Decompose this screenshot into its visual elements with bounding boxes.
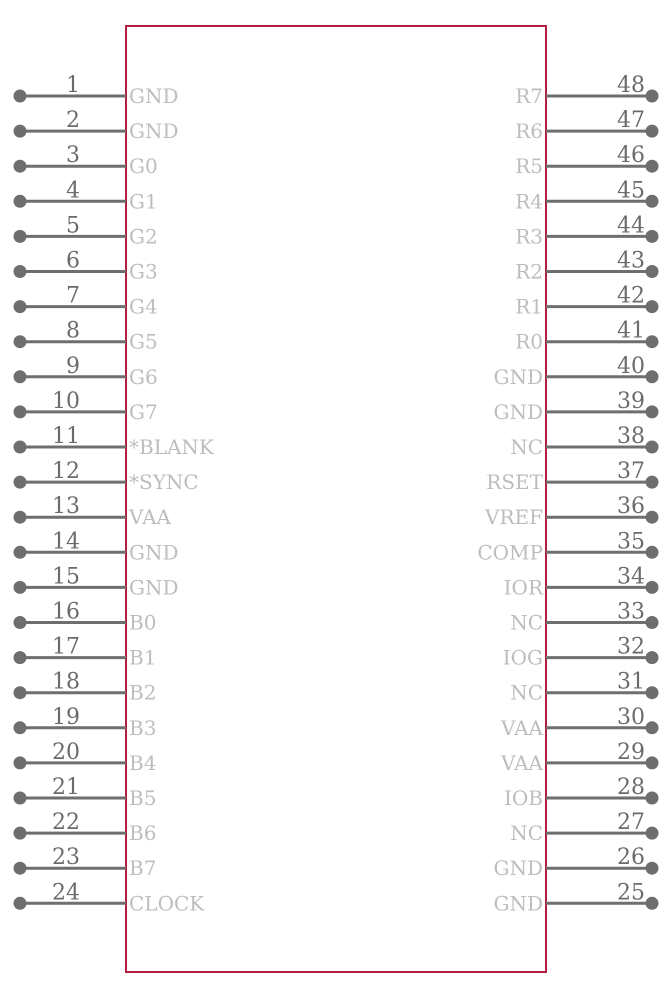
pin-name: G7 [129, 399, 158, 424]
pin-number: 13 [52, 494, 80, 520]
pin-number: 33 [617, 599, 645, 625]
pin-end-dot [14, 686, 27, 699]
right-pin [500, 740, 658, 775]
left-pin [14, 249, 158, 284]
left-pin [14, 600, 157, 635]
pin-number: 21 [52, 775, 80, 800]
left-pin [14, 108, 179, 143]
pin-number: 23 [52, 845, 80, 871]
left-pin [14, 424, 215, 459]
right-pin [515, 178, 658, 213]
right-pin [515, 249, 658, 284]
pin-end-dot [646, 511, 659, 524]
pin-name: VAA [501, 715, 543, 740]
pin-number: 1 [66, 73, 80, 98]
pin-name: R2 [515, 259, 543, 284]
left-pin [14, 319, 158, 354]
pin-name: IOB [504, 786, 543, 810]
left-pin [14, 635, 157, 670]
pin-number: 37 [617, 459, 645, 485]
pin-name: R3 [515, 224, 543, 249]
left-pin [14, 880, 206, 915]
right-pin [477, 529, 658, 564]
right-pin [510, 600, 658, 635]
pin-end-dot [646, 686, 659, 699]
pin-end-dot [14, 792, 27, 805]
pin-end-dot [646, 195, 659, 208]
pin-name: GND [493, 891, 543, 916]
right-pin [504, 564, 659, 599]
pin-number: 14 [52, 529, 80, 555]
pin-name: GND [493, 364, 543, 389]
pin-number: 40 [617, 353, 645, 379]
pin-number: 32 [617, 634, 645, 660]
pin-end-dot [646, 616, 659, 629]
pin-end-dot [14, 897, 27, 910]
pin-number: 19 [52, 704, 80, 730]
pin-number: 36 [617, 494, 645, 520]
pin-name: R1 [515, 294, 543, 319]
pin-name: NC [510, 821, 543, 846]
left-pin [14, 213, 158, 248]
right-pin [510, 424, 658, 459]
pin-number: 39 [617, 388, 645, 414]
left-pin [14, 494, 172, 529]
pin-number: 26 [617, 845, 645, 871]
right-pin [486, 459, 658, 494]
pin-name: GND [493, 399, 543, 424]
pin-name: VAA [501, 750, 543, 775]
left-pin [14, 705, 157, 740]
pin-name: IOR [503, 575, 543, 600]
pin-number: 31 [617, 669, 645, 695]
pin-number: 35 [617, 529, 645, 555]
pin-end-dot [14, 546, 27, 559]
pin-end-dot [646, 792, 659, 805]
left-pin [14, 354, 158, 389]
pin-end-dot [14, 476, 27, 489]
pin-number: 5 [66, 213, 80, 239]
pin-name: GND [493, 856, 543, 881]
left-pin [14, 775, 157, 810]
pin-name: NC [510, 435, 543, 459]
pin-number: 29 [617, 739, 645, 765]
pin-name: B3 [129, 715, 157, 740]
pin-number: 27 [617, 810, 645, 836]
pin-end-dot [646, 265, 659, 278]
pin-name: GND [129, 84, 179, 108]
pin-end-dot [646, 125, 659, 138]
left-pin [14, 459, 199, 494]
pin-end-dot [14, 581, 27, 594]
pin-number: 17 [52, 634, 80, 660]
pin-end-dot [14, 90, 27, 103]
pin-number: 11 [52, 424, 80, 449]
pin-end-dot [646, 721, 659, 734]
pin-name: NC [510, 680, 543, 705]
right-pin [493, 880, 658, 915]
pin-end-dot [14, 265, 27, 278]
pin-number: 28 [617, 775, 645, 800]
ic-body-outline [126, 26, 546, 972]
pin-name: B5 [129, 786, 157, 810]
pin-end-dot [14, 511, 27, 524]
pin-end-dot [646, 756, 659, 769]
pin-end-dot [646, 300, 659, 313]
pin-name: R0 [515, 329, 543, 354]
pin-end-dot [646, 862, 659, 875]
left-pin [14, 389, 158, 424]
pin-number: 22 [52, 810, 80, 836]
pin-end-dot [646, 441, 659, 454]
right-pin [515, 143, 658, 178]
pin-number: 2 [66, 108, 80, 134]
pin-name: RSET [486, 470, 543, 495]
pin-end-dot [14, 300, 27, 313]
pin-number: 7 [66, 283, 80, 309]
pin-number: 18 [52, 669, 80, 695]
right-pin [510, 810, 658, 845]
right-pin [510, 670, 658, 705]
pin-name: CLOCK [129, 891, 205, 916]
pin-name: B7 [129, 856, 157, 881]
pin-end-dot [14, 441, 27, 454]
left-pin [14, 670, 157, 705]
pin-end-dot [646, 897, 659, 910]
left-pin [14, 529, 179, 564]
pin-number: 44 [617, 213, 645, 239]
right-pin-group [477, 73, 658, 915]
pin-number: 15 [52, 564, 80, 590]
pin-end-dot [14, 335, 27, 348]
pin-end-dot [646, 581, 659, 594]
pin-end-dot [646, 827, 659, 840]
pin-end-dot [14, 160, 27, 173]
pin-name: G1 [129, 189, 158, 214]
pin-number: 42 [617, 283, 645, 309]
pin-number: 8 [66, 318, 80, 344]
left-pin [14, 845, 157, 880]
right-pin [493, 354, 658, 389]
pin-name: B0 [129, 610, 157, 635]
pin-name: B1 [129, 645, 157, 670]
left-pin-group [14, 73, 215, 915]
pin-name: *SYNC [129, 470, 199, 495]
pin-end-dot [14, 195, 27, 208]
pin-end-dot [14, 370, 27, 383]
pin-number: 9 [66, 353, 80, 379]
pin-number: 16 [52, 599, 80, 625]
pin-number: 47 [617, 108, 645, 134]
pin-name: G3 [129, 259, 158, 284]
pin-name: GND [129, 119, 179, 144]
pin-number: 43 [617, 248, 645, 274]
left-pin [14, 284, 158, 319]
right-pin [504, 775, 659, 810]
right-pin [503, 635, 659, 670]
pin-number: 48 [617, 73, 645, 98]
pin-name: R6 [515, 119, 543, 144]
pin-name: R5 [515, 154, 543, 179]
pin-number: 46 [617, 143, 645, 169]
pin-end-dot [646, 651, 659, 664]
pin-name: NC [510, 610, 543, 635]
pin-number: 41 [617, 318, 645, 344]
left-pin [14, 73, 179, 108]
right-pin [484, 494, 658, 529]
pin-name: VREF [485, 505, 543, 530]
pin-number: 6 [66, 248, 80, 274]
pin-end-dot [14, 405, 27, 418]
pin-name: GND [129, 575, 179, 600]
pin-number: 10 [52, 388, 80, 414]
pin-end-dot [646, 405, 659, 418]
pin-name: R4 [515, 189, 543, 214]
pin-number: 38 [617, 424, 645, 449]
right-pin [515, 213, 658, 248]
left-pin [14, 178, 158, 213]
pin-number: 3 [66, 143, 80, 169]
pin-end-dot [646, 546, 659, 559]
pin-name: G0 [129, 154, 158, 179]
pin-end-dot [646, 160, 659, 173]
pin-number: 24 [52, 880, 80, 906]
pin-end-dot [14, 616, 27, 629]
pin-end-dot [646, 90, 659, 103]
left-pin [14, 564, 179, 599]
right-pin [515, 108, 658, 143]
pin-end-dot [14, 651, 27, 664]
right-pin [515, 284, 658, 319]
pin-end-dot [14, 230, 27, 243]
left-pin [14, 143, 158, 178]
pin-end-dot [14, 862, 27, 875]
pin-name: B4 [129, 750, 157, 775]
pin-name: GND [129, 540, 179, 565]
pin-number: 12 [52, 459, 80, 485]
pin-number: 25 [617, 880, 645, 906]
left-pin [14, 810, 157, 845]
pin-end-dot [646, 230, 659, 243]
pin-end-dot [14, 756, 27, 769]
right-pin [515, 319, 658, 354]
pin-name: COMP [477, 540, 543, 565]
pin-end-dot [14, 827, 27, 840]
pin-name: B6 [129, 821, 157, 846]
pin-name: VAA [129, 505, 171, 530]
pin-number: 30 [617, 704, 645, 730]
pin-end-dot [646, 476, 659, 489]
pin-name: *BLANK [129, 435, 214, 459]
pin-name: G5 [129, 329, 158, 354]
pin-end-dot [14, 125, 27, 138]
pin-number: 45 [617, 178, 645, 204]
pin-end-dot [646, 370, 659, 383]
pin-number: 20 [52, 739, 80, 765]
pin-name: G6 [129, 364, 158, 389]
right-pin [493, 845, 658, 880]
pin-number: 34 [617, 564, 645, 590]
pin-name: G2 [129, 224, 158, 249]
left-pin [14, 740, 157, 775]
right-pin [500, 705, 658, 740]
pin-name: R7 [515, 84, 543, 108]
pin-end-dot [14, 721, 27, 734]
pin-end-dot [646, 335, 659, 348]
pin-number: 4 [66, 178, 80, 204]
right-pin [493, 389, 658, 424]
pin-name: G4 [129, 294, 158, 319]
pin-name: B2 [129, 680, 157, 705]
pin-name: IOG [502, 645, 543, 670]
right-pin [515, 73, 658, 108]
